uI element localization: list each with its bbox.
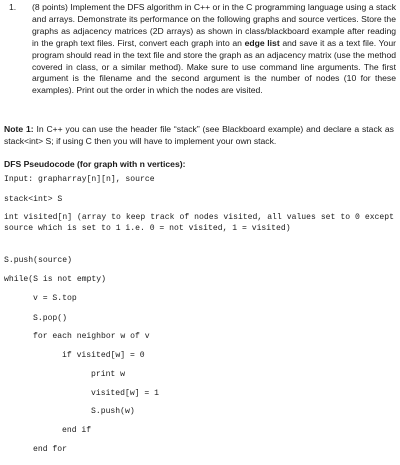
- code-for-each: for each neighbor w of v: [33, 332, 150, 341]
- code-input-line: Input: grapharray[n][n], source: [4, 175, 155, 184]
- code-end-if: end if: [62, 426, 92, 435]
- question-text-part-2: and save it as a text file. Your program should read in the text file and store the graph as an adjacency matrix (use the method covered in class, or a similar method). Make sure to use command line arguments. The first argument is the filename and the second argument is the number of nodes (10 for these examples). Print out the order in which the nodes are visited.: [32, 37, 397, 96]
- code-push-source: S.push(source): [4, 256, 72, 265]
- question-number: 1.: [9, 2, 17, 12]
- code-visited-decl: int visited[n] (array to keep track of nodes visited, all values set to 0 except source which is set to 1 i.e. 0 = not visited, 1 = visited): [4, 213, 394, 234]
- note-paragraph: [4, 123, 394, 147]
- code-if-visited: if visited[w] = 0: [62, 351, 145, 360]
- code-print-w: print w: [91, 370, 125, 379]
- code-v-top: v = S.top: [33, 294, 77, 303]
- pseudocode-heading: DFS Pseudocode (for graph with n vertices):: [4, 159, 186, 169]
- question-bold-phrase: edge list: [244, 37, 280, 48]
- question-points: (8 points): [32, 2, 68, 12]
- code-set-visited: visited[w] = 1: [91, 389, 159, 398]
- note-text: In C++ you can use the header file “stack” (see Blackboard example) and declare a stack as stack<int> S; if using C then you will have to implement your own stack.: [4, 124, 394, 146]
- code-end-for: end for: [33, 445, 67, 454]
- code-pop: S.pop(): [33, 314, 67, 323]
- code-push-w: S.push(w): [91, 407, 135, 416]
- code-while: while(S is not empty): [4, 275, 106, 284]
- note-label: Note 1:: [4, 124, 34, 134]
- code-stack-decl: stack<int> S: [4, 195, 63, 204]
- question-text: [32, 2, 396, 97]
- question-text-part-1: Implement the DFS algorithm in C++ or in the C programming language using a stack and arrays. Demonstrate its performance on the following graphs and source vertices. Store the graphs as adjacency matrices (2D arrays) as shown in class/blackboard example after reading in the graph text files. First, convert each graph into an: [32, 2, 396, 48]
